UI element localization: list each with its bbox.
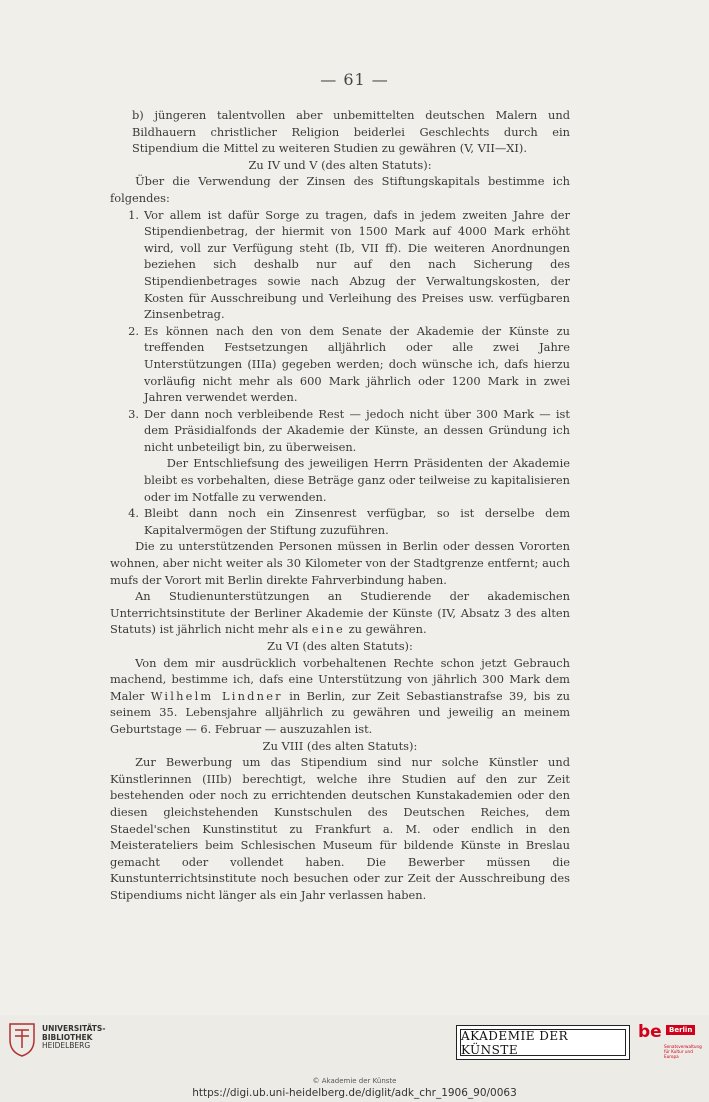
heading-iv-v: Zu IV und V (des alten Statuts): bbox=[248, 157, 432, 172]
emphasis-eine: eine bbox=[311, 622, 345, 637]
body-text bbox=[110, 107, 570, 904]
list-number: 3. bbox=[128, 406, 139, 421]
list-item bbox=[110, 323, 570, 406]
paragraph-viii: Zur Bewerbung um das Stipendium sind nur solche Künstler und Künstlerinnen (IIIb) berechtigt, welche ihre Studien auf den zur Zeit bestehenden oder noch zu errichtenden deutschen Kunstakademien oder den diesen gleichstehenden Kunstschulen des Deutschen Reiches, dem Staedel'schen Kunstinstitut zu Frankfurt a. M. oder endlich in den Meisterateliers beim Schlesischen Museum für bildende Künste in Breslau gemacht oder vollendet haben. Die Bewerber müssen die Kunstunterrichtsinstitute noch besuchen oder zur Zeit der Ausschreibung des Stipendiums nicht länger als ein Jahr verlassen haben. bbox=[110, 755, 570, 902]
paragraph-studien: An Studienunterstützungen an Studierende der akademischen Unterrichtsinstitute der Berliner Akademie der Künste (IV, Absatz 3 des alten Statuts) ist jährlich nicht mehr als eine zu gewähren. bbox=[110, 589, 570, 637]
list-text: Bleibt dann noch ein Zinsenrest verfügbar, so ist derselbe dem Kapitalvermögen der Stiftung zuzuführen. bbox=[144, 506, 570, 537]
list-item bbox=[110, 406, 570, 506]
item-b: b) jüngeren talentvollen aber unbemittelten deutschen Malern und Bildhauern christlicher Religion beiderlei Geschlechts durch ein Stipendium die Mittel zu weiteren Studien zu gewähren (V, VII—XI). bbox=[132, 108, 570, 156]
source-url-link[interactable]: https://digi.ub.uni-heidelberg.de/diglit/adk_chr_1906_90/0063 bbox=[192, 1087, 517, 1099]
copyright-notice: © Akademie der Künste bbox=[312, 1077, 397, 1085]
university-seal-icon bbox=[8, 1022, 36, 1058]
university-library-label[interactable]: UNIVERSITÄTS- BIBLIOTHEK HEIDELBERG bbox=[42, 1024, 106, 1050]
list-text-extra: Der Entschliefsung des jeweiligen Herrn Präsidenten der Akademie bleibt es vorbehalten, diese Beträge ganz oder teilweise zu kapitalisieren oder im Notfalle zu verwenden. bbox=[144, 456, 570, 504]
list-number: 2. bbox=[128, 323, 139, 338]
paragraph-vi: Von dem mir ausdrücklich vorbehaltenen Rechte schon jetzt Gebrauch machend, bestimme ich, dafs eine Unterstützung von jährlich 300 Mark dem Maler Wilhelm Lindner in Berlin, zur Zeit Sebastianstrafse 39, bis zu seinem 35. Lebensjahre alljährlich zu gewähren und jeweilig an meinem Geburtstage — 6. Februar — auszuzahlen ist. bbox=[110, 655, 571, 736]
intro-paragraph: Über die Verwendung der Zinsen des Stiftungskapitals bestimme ich folgendes: bbox=[110, 174, 570, 205]
list-item bbox=[110, 207, 570, 323]
list-number: 1. bbox=[128, 207, 139, 222]
name-spaced: Wilhelm Lindner bbox=[150, 688, 283, 703]
heading-viii: Zu VIII (des alten Statuts): bbox=[262, 738, 418, 753]
akademie-logo[interactable]: AKADEMIE DER KÜNSTE bbox=[456, 1025, 630, 1060]
list-item bbox=[110, 505, 570, 538]
page-number: — 61 — bbox=[320, 70, 389, 89]
list-text: Der dann noch verbleibende Rest — jedoch nicht über 300 Mark — ist dem Präsidialfonds der Akademie der Künste, an dessen Gründung ich nicht unbeteiligt bin, zu überweisen. bbox=[144, 406, 570, 454]
heading-vi: Zu VI (des alten Statuts): bbox=[267, 639, 413, 653]
list-text: Es können nach den von dem Senate der Akademie der Künste zu treffenden Festsetzungen alljährlich oder alle zwei Jahre Unterstützungen (IIIa) gegeben werden; doch wünsche ich, dafs hierzu vorläufig nicht mehr als 600 Mark jährlich oder 1200 Mark in zwei Jahren verwendet werden. bbox=[144, 323, 570, 405]
paragraph-personen: Die zu unterstützenden Personen müssen in Berlin oder dessen Vororten wohnen, aber nicht weiter als 30 Kilometer von der Stadtgrenze entfernt; auch mufs der Vorort mit Berlin direkte Fahrverbindung haben. bbox=[110, 539, 570, 587]
list-text: Vor allem ist dafür Sorge zu tragen, dafs in jedem zweiten Jahre der Stipendienbetrag, der hiermit von 1500 Mark auf 4000 Mark erhöht wird, voll zur Verfügung steht (Ib, VII ff). Die weiteren Anordnungen beziehen sich deshalb nur auf den nach Sicherung des Stipendienbetrages sowie nach Abzug der Verwaltungskosten, der Kosten für Ausschreibung und Verleihung des Preises usw. verfügbaren Zinsenbetrag. bbox=[144, 207, 570, 322]
list-number: 4. bbox=[128, 506, 139, 521]
berlin-logo[interactable]: be Berlin Senatsverwaltung für Kultur und Europa bbox=[638, 1022, 702, 1059]
